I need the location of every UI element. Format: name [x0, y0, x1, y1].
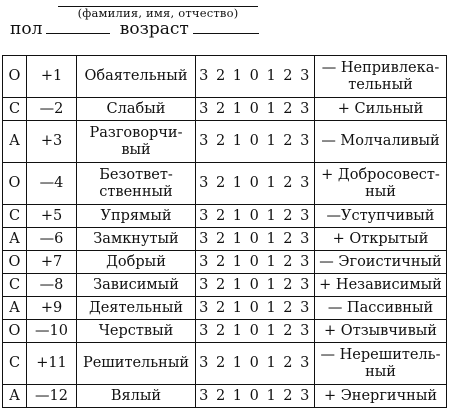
negative-pole: + Сильный: [315, 98, 447, 121]
factor-code: А: [3, 228, 27, 251]
positive-pole: Черствый: [77, 320, 196, 343]
factor-code: О: [3, 56, 27, 98]
positive-pole: Разговорчи-вый: [77, 121, 196, 163]
table-row: [3, 163, 447, 205]
factor-code: С: [3, 274, 27, 297]
rating-scale[interactable]: 3 2 1 0 1 2 3: [196, 343, 315, 385]
positive-pole: Зависимый: [77, 274, 196, 297]
table-row: [3, 297, 447, 320]
item-number: +9: [27, 297, 77, 320]
negative-pole: + Открытый: [315, 228, 447, 251]
positive-pole: Упрямый: [77, 205, 196, 228]
factor-code: С: [3, 98, 27, 121]
factor-code: А: [3, 297, 27, 320]
item-number: —6: [27, 228, 77, 251]
rating-scale[interactable]: 3 2 1 0 1 2 3: [196, 297, 315, 320]
factor-code: А: [3, 385, 27, 408]
factor-code: О: [3, 320, 27, 343]
rating-scale[interactable]: 3 2 1 0 1 2 3: [196, 385, 315, 408]
factor-code: О: [3, 251, 27, 274]
rating-scale[interactable]: 3 2 1 0 1 2 3: [196, 98, 315, 121]
item-number: —2: [27, 98, 77, 121]
table-row: [3, 320, 447, 343]
item-number: +11: [27, 343, 77, 385]
item-number: —10: [27, 320, 77, 343]
negative-pole: — Пассивный: [315, 297, 447, 320]
sex-label: пол: [10, 19, 43, 39]
age-label: возраст: [119, 19, 189, 39]
negative-pole: — Непривлека-тельный: [315, 56, 447, 98]
negative-pole: — Эгоистичный: [315, 251, 447, 274]
item-number: +1: [27, 56, 77, 98]
positive-pole: Обаятельный: [77, 56, 196, 98]
negative-pole: —Уступчивый: [315, 205, 447, 228]
positive-pole: Деятельный: [77, 297, 196, 320]
rating-scale[interactable]: 3 2 1 0 1 2 3: [196, 251, 315, 274]
table-row: [3, 205, 447, 228]
table-row: [3, 343, 447, 385]
negative-pole: + Добросовест-ный: [315, 163, 447, 205]
rating-scale[interactable]: 3 2 1 0 1 2 3: [196, 228, 315, 251]
rating-scale[interactable]: 3 2 1 0 1 2 3: [196, 205, 315, 228]
sex-blank[interactable]: [46, 19, 110, 34]
positive-pole: Добрый: [77, 251, 196, 274]
negative-pole: — Молчаливый: [315, 121, 447, 163]
factor-code: С: [3, 343, 27, 385]
negative-pole: — Нерешитель-ный: [315, 343, 447, 385]
negative-pole: + Отзывчивый: [315, 320, 447, 343]
item-number: +3: [27, 121, 77, 163]
negative-pole: + Энергичный: [315, 385, 447, 408]
rating-scale[interactable]: 3 2 1 0 1 2 3: [196, 320, 315, 343]
positive-pole: Безответ-ственный: [77, 163, 196, 205]
item-number: —8: [27, 274, 77, 297]
sex-age-line: [10, 19, 263, 39]
rating-scale[interactable]: 3 2 1 0 1 2 3: [196, 56, 315, 98]
negative-pole: + Независимый: [315, 274, 447, 297]
positive-pole: Решительный: [77, 343, 196, 385]
item-number: —4: [27, 163, 77, 205]
form-header: [0, 0, 449, 56]
item-number: —12: [27, 385, 77, 408]
table-row: [3, 251, 447, 274]
positive-pole: Слабый: [77, 98, 196, 121]
rating-scale[interactable]: 3 2 1 0 1 2 3: [196, 163, 315, 205]
personality-scale-table: [2, 55, 447, 408]
factor-code: С: [3, 205, 27, 228]
table-row: [3, 121, 447, 163]
factor-code: О: [3, 163, 27, 205]
table-row: [3, 228, 447, 251]
rating-scale[interactable]: 3 2 1 0 1 2 3: [196, 121, 315, 163]
positive-pole: Замкнутый: [77, 228, 196, 251]
factor-code: А: [3, 121, 27, 163]
full-name-caption: (фамилия, имя, отчество): [77, 6, 239, 20]
item-number: +7: [27, 251, 77, 274]
table-row: [3, 274, 447, 297]
table-row: [3, 385, 447, 408]
rating-scale[interactable]: 3 2 1 0 1 2 3: [196, 274, 315, 297]
table-row: [3, 56, 447, 98]
age-blank[interactable]: [193, 19, 259, 34]
item-number: +5: [27, 205, 77, 228]
positive-pole: Вялый: [77, 385, 196, 408]
table-row: [3, 98, 447, 121]
